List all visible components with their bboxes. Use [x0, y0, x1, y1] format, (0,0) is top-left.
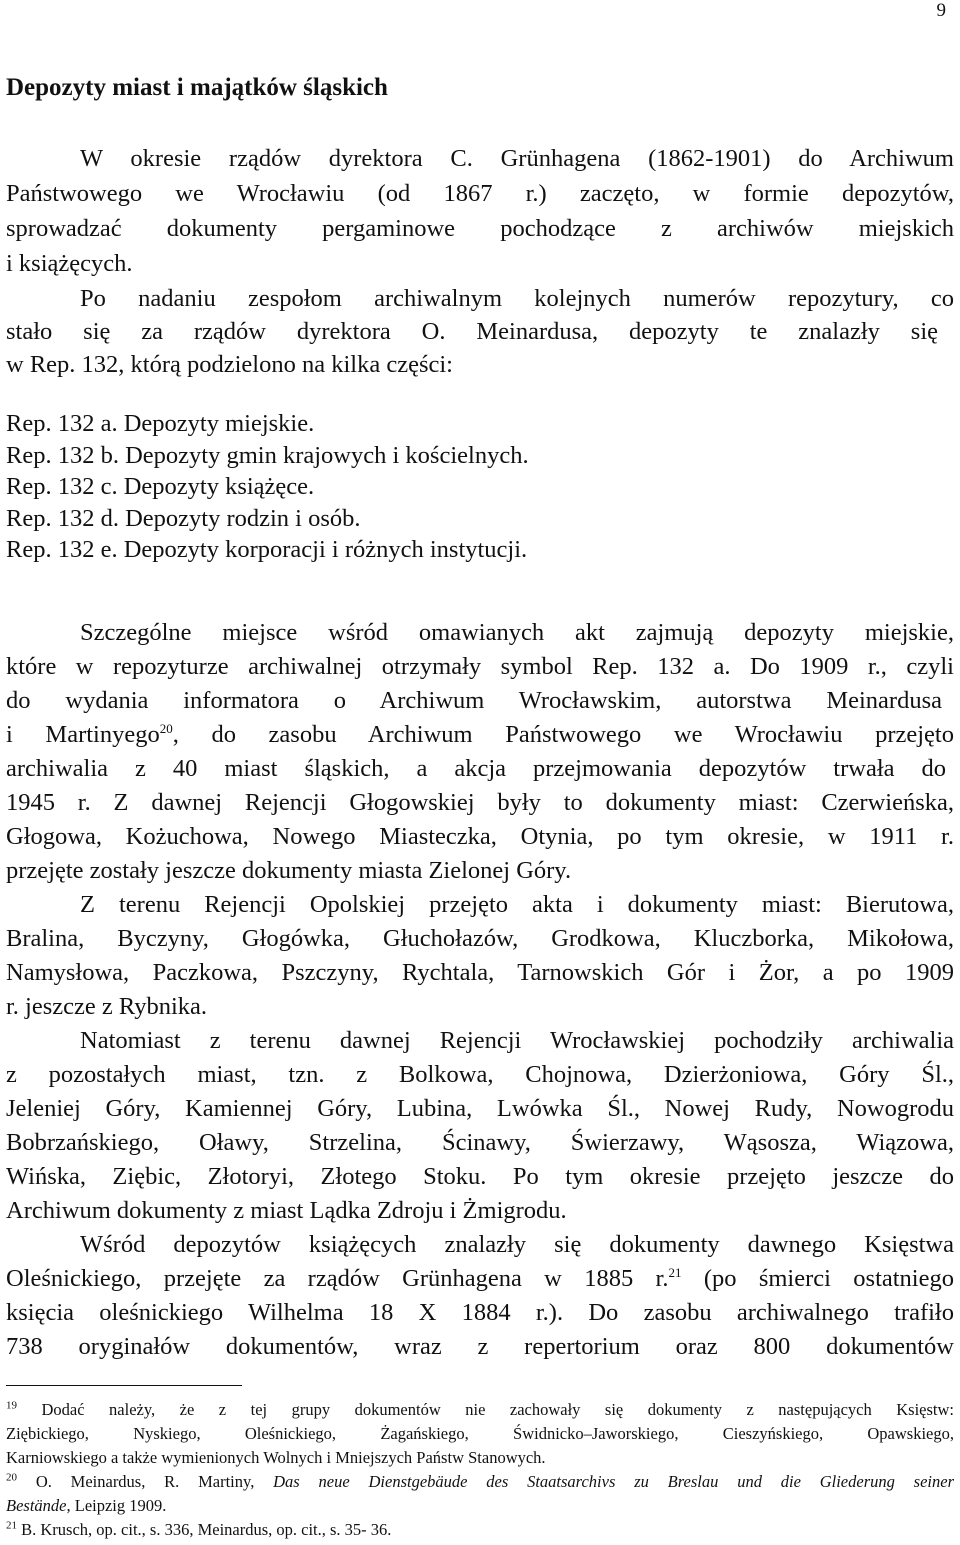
list-item: Rep. 132 b. Depozyty gmin krajowych i kościelnych. [6, 441, 529, 469]
text-line: Z terenu Rejencji Opolskiej przejęto akta i dokumenty miast: Bierutowa, [80, 891, 954, 918]
text-line: które w repozyturze archiwalnej otrzymały symbol Rep. 132 a. Do 1909 r., czyli [6, 653, 954, 680]
footnote-text: O. Meinardus, R. Martiny, [35, 1472, 255, 1491]
text-line: i książęcych. [6, 250, 133, 277]
footnote-text: , Leipzig 1909. [66, 1496, 167, 1515]
text-line: Natomiast z terenu dawnej Rejencji Wrocławskiej pochodziły archiwalia [80, 1027, 954, 1054]
section-heading: Depozyty miast i majątków śląskich [6, 74, 388, 101]
text-line: Po nadaniu zespołom archiwalnym kolejnych numerów repozytury, co [80, 285, 954, 312]
text-line: Jeleniej Góry, Kamiennej Góry, Lubina, Lwówka Śl., Nowej Rudy, Nowogrodu [6, 1095, 954, 1122]
footnote-title: Bestände [6, 1496, 67, 1515]
text-line: do wydania informatora o Archiwum Wrocławskim, autorstwa Meinardusa [6, 687, 942, 714]
footnote-title: Das neue Dienstgebäude des Staatsarchivs zu Breslau und die Gliederung seiner [273, 1472, 955, 1491]
text-line: księcia oleśnickiego Wilhelma 18 X 1884 r.). Do zasobu archiwalnego trafiło [6, 1299, 954, 1326]
text-line: z pozostałych miast, tzn. z Bolkowa, Chojnowa, Dzierżoniowa, Góry Śl., [6, 1061, 954, 1088]
footnote-divider [6, 1385, 242, 1386]
text-line: Szczególne miejsce wśród omawianych akt zajmują depozyty miejskie, [80, 619, 954, 646]
text-line [6, 718, 954, 753]
text-line: Namysłowa, Paczkowa, Pszczyny, Rychtala, Tarnowskich Gór i Żor, a po 1909 [6, 959, 954, 986]
text-line: Bralina, Byczyny, Głogówka, Głuchołazów, Grodkowa, Kluczborka, Mikołowa, [6, 925, 954, 952]
footnote-number: 21 [6, 1519, 17, 1532]
text-line: r. jeszcze z Rybnika. [6, 993, 208, 1020]
footnote-19-line [6, 1398, 954, 1422]
text-line: Głogowa, Kożuchowa, Nowego Miasteczka, Otynia, po tym okresie, w 1911 r. [6, 823, 954, 850]
text-line: stało się za rządów dyrektora O. Meinardusa, depozyty te znalazły się [6, 318, 938, 345]
text-line: Bobrzańskiego, Oławy, Strzelina, Ścinawy, Świerzawy, Wąsosza, Wiązowa, [6, 1129, 954, 1156]
footnote-20-line [6, 1470, 954, 1494]
text-segment: Oleśnickiego, przejęte za rządów Grünhagena w 1885 r. [6, 1265, 669, 1292]
page-number: 9 [936, 0, 946, 21]
footnote-21-line [6, 1518, 954, 1542]
footnote-text: B. Krusch, op. cit., s. 336, Meinardus, op. cit., s. 35- 36. [21, 1520, 392, 1539]
footnote-number: 19 [6, 1399, 17, 1412]
footnote-20-line [6, 1494, 954, 1518]
text-segment: (po śmierci ostatniego [681, 1265, 954, 1292]
text-segment: , do zasobu Archiwum Państwowego we Wrocławiu przejęto [172, 721, 954, 748]
text-line: archiwalia z 40 miast śląskich, a akcja przejmowania depozytów trwała do [6, 755, 946, 782]
text-line: Wśród depozytów książęcych znalazły się dokumenty dawnego Księstwa [80, 1231, 954, 1258]
list-item: Rep. 132 d. Depozyty rodzin i osób. [6, 504, 361, 532]
text-line: przejęte zostały jeszcze dokumenty miasta Zielonej Góry. [6, 857, 572, 884]
list-item: Rep. 132 c. Depozyty książęce. [6, 473, 315, 500]
text-line: w Rep. 132, którą podzielono na kilka części: [6, 351, 453, 378]
text-line: Wińska, Ziębic, Złotoryi, Złotego Stoku. Po tym okresie przejęto jeszcze do [6, 1163, 954, 1190]
list-item: Rep. 132 e. Depozyty korporacji i różnych instytucji. [6, 536, 528, 563]
list-item: Rep. 132 a. Depozyty miejskie. [6, 410, 315, 437]
footnote-19-line: Ziębickiego, Nyskiego, Oleśnickiego, Żagańskiego, Świdnicko–Jaworskiego, Cieszyńskiego, Opawskiego, [6, 1424, 954, 1443]
footnote-ref: 20 [159, 720, 173, 736]
repository-list [6, 408, 529, 566]
text-line: 1945 r. Z dawnej Rejencji Głogowskiej były to dokumenty miast: Czerwieńska, [6, 789, 954, 816]
text-segment: i Martinyego [6, 721, 160, 748]
footnote-text: Dodać należy, że z tej grupy dokumentów nie zachowały się dokumenty z następujących Księstw: [41, 1400, 955, 1419]
text-line: Państwowego we Wrocławiu (od 1867 r.) zaczęto, w formie depozytów, [6, 180, 954, 207]
footnote-ref: 21 [668, 1264, 682, 1280]
text-line: 738 oryginałów dokumentów, wraz z repertorium oraz 800 dokumentów [6, 1333, 954, 1360]
footnote-19-line: Karniowskiego a także wymienionych Wolnych i Mniejszych Państw Stanowych. [6, 1448, 546, 1467]
text-line: sprowadzać dokumenty pergaminowe pochodzące z archiwów miejskich [6, 215, 954, 242]
text-line: Archiwum dokumenty z miast Lądka Zdroju i Żmigrodu. [6, 1197, 567, 1224]
footnote-number: 20 [6, 1471, 17, 1484]
text-line: W okresie rządów dyrektora C. Grünhagena (1862-1901) do Archiwum [80, 145, 954, 172]
text-line [6, 1262, 954, 1297]
